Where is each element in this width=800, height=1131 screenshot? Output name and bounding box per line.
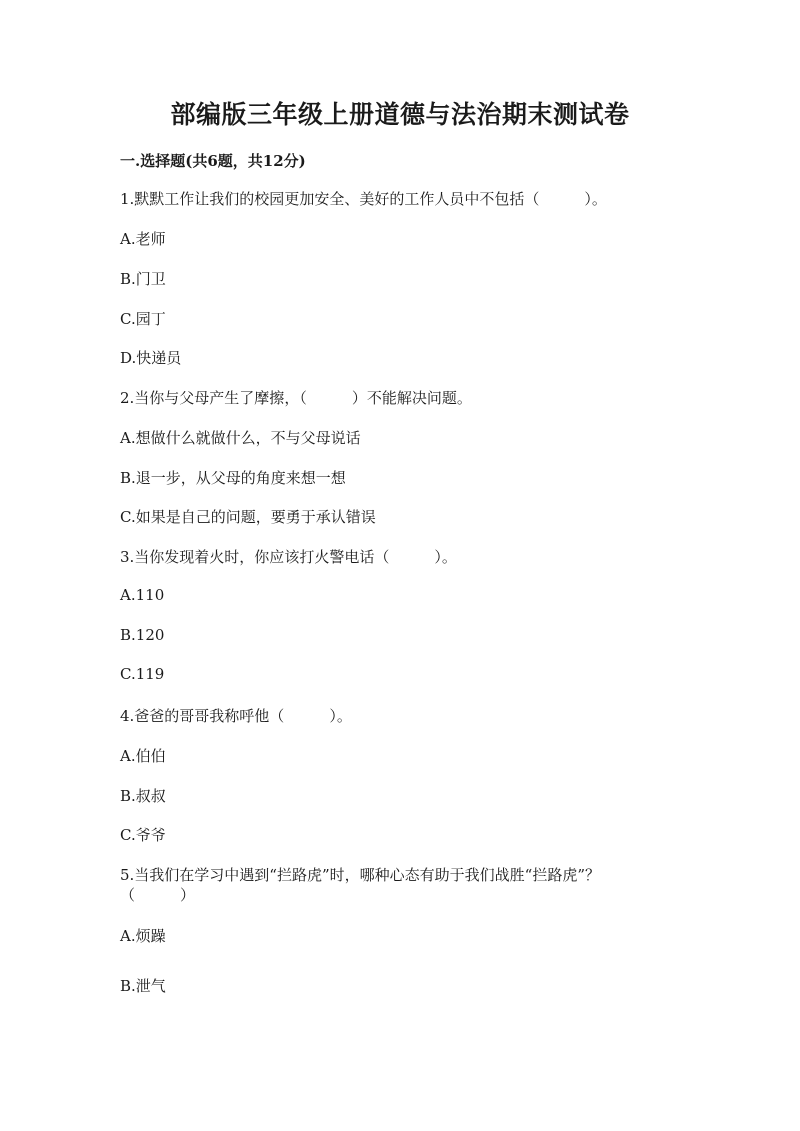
question-5-option-a: A.烦躁 (120, 927, 166, 945)
question-1-option-a: A.老师 (120, 230, 166, 248)
question-5-stem-continuation: （ ） (120, 886, 196, 904)
question-1-option-d: D.快递员 (120, 349, 182, 367)
question-3-option-c: C.119 (120, 665, 165, 683)
question-1-option-b: B.门卫 (120, 270, 166, 288)
section-heading: 一.选择题(共6题，共12分) (120, 152, 306, 170)
question-4-option-b: B.叔叔 (120, 787, 166, 805)
question-2-stem: 2.当你与父母产生了摩擦，（ ）不能解决问题。 (120, 389, 472, 407)
question-5-option-b: B.泄气 (120, 977, 166, 995)
question-3-option-b: B.120 (120, 626, 165, 644)
question-1-stem: 1.默默工作让我们的校园更加安全、美好的工作人员中不包括（ ）。 (120, 190, 607, 208)
question-2-option-a: A.想做什么就做什么，不与父母说话 (120, 429, 361, 447)
question-2-option-c: C.如果是自己的问题，要勇于承认错误 (120, 508, 376, 526)
question-5-stem: 5.当我们在学习中遇到“拦路虎”时，哪种心态有助于我们战胜“拦路虎”？ (120, 866, 600, 884)
question-1-option-c: C.园丁 (120, 310, 166, 328)
page-title: 部编版三年级上册道德与法治期末测试卷 (170, 100, 630, 129)
question-4-option-c: C.爷爷 (120, 826, 166, 844)
question-4-option-a: A.伯伯 (120, 747, 166, 765)
question-2-option-b: B.退一步，从父母的角度来想一想 (120, 469, 346, 487)
question-4-stem: 4.爸爸的哥哥我称呼他（ ）。 (120, 707, 352, 725)
question-3-stem: 3.当你发现着火时，你应该打火警电话（ ）。 (120, 548, 457, 566)
question-3-option-a: A.110 (120, 586, 165, 604)
